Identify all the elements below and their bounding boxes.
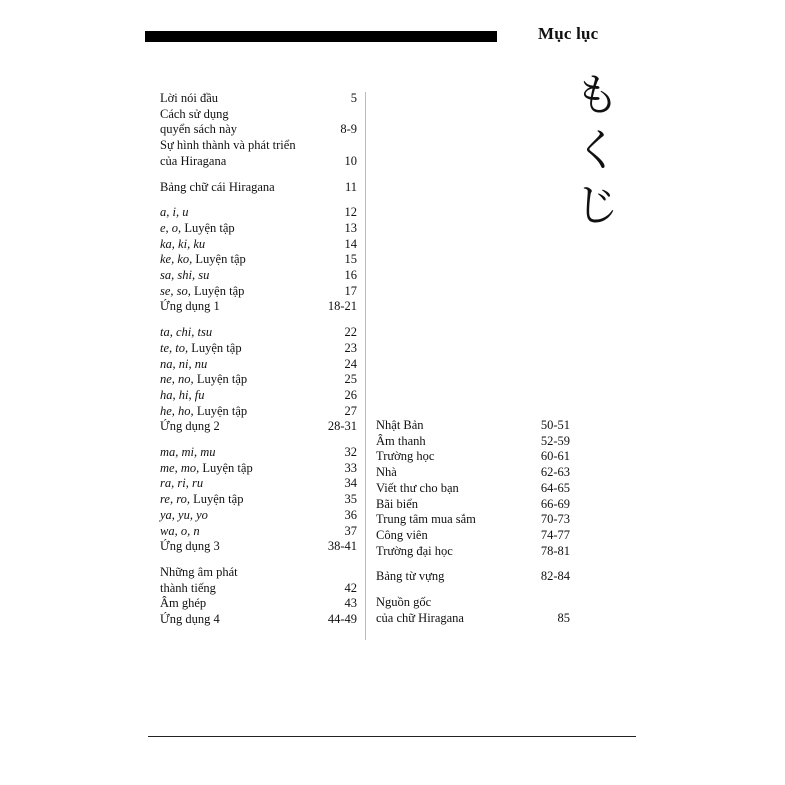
- toc-page-number: 14: [344, 236, 357, 251]
- toc-page-number: 17: [344, 283, 357, 298]
- practice-label: Luyện tập: [190, 283, 245, 298]
- toc-entry: [160, 419, 357, 435]
- toc-entry: [160, 524, 357, 540]
- toc-entry-title: Ứng dụng 2: [160, 419, 220, 434]
- toc-page-number: 52-59: [540, 433, 570, 448]
- romaji-syllables: a, i, u: [160, 205, 189, 220]
- group-spacer: [376, 585, 570, 595]
- toc-entry: [160, 445, 357, 461]
- toc-entry: [376, 512, 570, 528]
- toc-entry: [160, 612, 357, 628]
- toc-entry: [160, 539, 357, 555]
- toc-page-number: 34: [344, 476, 357, 491]
- toc-entry: [160, 357, 357, 373]
- romaji-syllables: me, mo,: [160, 460, 200, 475]
- toc-entry: [160, 372, 357, 388]
- toc-entry-title: [160, 388, 204, 404]
- toc-entry: [160, 91, 357, 107]
- page-title: Mục lục: [538, 24, 599, 43]
- toc-left-column: [160, 91, 357, 628]
- toc-entry-title: [160, 205, 188, 221]
- toc-page-number: 60-61: [540, 449, 570, 464]
- kana-mo: も: [575, 70, 619, 121]
- toc-entry-title: [160, 357, 207, 373]
- toc-entry: [160, 122, 357, 138]
- practice-label: Luyện tập: [199, 460, 253, 475]
- toc-entry: [160, 268, 357, 284]
- toc-entry: [160, 492, 357, 508]
- toc-entry-title: [160, 492, 243, 508]
- toc-entry-title: Âm thanh: [376, 433, 426, 448]
- romaji-syllables: ya, yu, yo: [160, 507, 208, 522]
- toc-entry: [160, 508, 357, 524]
- toc-entry: [376, 481, 570, 497]
- toc-entry: [376, 569, 570, 585]
- toc-entry-title: Ứng dụng 3: [160, 539, 220, 554]
- toc-page-number: 36: [344, 507, 357, 522]
- toc-page-number: 27: [344, 403, 357, 418]
- toc-entry: [376, 418, 570, 434]
- toc-page-number: 85: [557, 610, 570, 625]
- toc-page-number: 74-77: [540, 527, 570, 542]
- toc-entry: [376, 497, 570, 513]
- toc-page-number: 11: [344, 179, 357, 194]
- toc-entry-line: Nguồn gốc: [376, 595, 432, 610]
- toc-page-number: 25: [344, 372, 357, 387]
- toc-entry-title: quyển sách này: [160, 122, 238, 137]
- practice-label: Luyện tập: [193, 403, 248, 418]
- toc-entry: [160, 341, 357, 357]
- group-spacer: [160, 435, 357, 445]
- toc-entry: [160, 325, 357, 341]
- toc-entry-title: [160, 372, 247, 388]
- romaji-syllables: e, o,: [160, 220, 182, 235]
- romaji-syllables: sa, shi, su: [160, 268, 210, 283]
- toc-entry: [160, 154, 357, 170]
- toc-entry: [160, 205, 357, 221]
- toc-page-number: 18-21: [327, 299, 357, 314]
- romaji-syllables: ra, ri, ru: [160, 476, 204, 491]
- toc-page-number: 23: [344, 340, 357, 355]
- toc-entry-title: [160, 252, 246, 268]
- toc-entry-title: [160, 476, 203, 492]
- toc-entry: [160, 237, 357, 253]
- toc-page-number: 24: [344, 356, 357, 371]
- toc-entry-title: [160, 284, 244, 300]
- toc-entry-title: [160, 524, 200, 540]
- toc-page-number: 64-65: [540, 480, 570, 495]
- toc-entry: [160, 404, 357, 420]
- practice-label: Luyện tập: [189, 492, 244, 507]
- toc-entry: [160, 581, 357, 597]
- kana-ku: く: [575, 125, 619, 176]
- toc-entry: [376, 528, 570, 544]
- toc-page-number: 22: [344, 325, 357, 340]
- toc-page-number: 16: [344, 268, 357, 283]
- romaji-syllables: se, so,: [160, 283, 191, 298]
- toc-entry-title: Bãi biển: [376, 496, 419, 511]
- toc-entry-title: Ứng dụng 1: [160, 299, 220, 314]
- toc-entry: [376, 544, 570, 560]
- toc-entry: [160, 461, 357, 477]
- toc-entry-title: của Hiragana: [160, 153, 227, 168]
- toc-entry-title: Trung tâm mua sắm: [376, 512, 476, 527]
- toc-entry-line: Cách sử dụng: [160, 106, 229, 121]
- toc-entry-title: Nhà: [376, 465, 397, 480]
- romaji-syllables: ha, hi, fu: [160, 387, 205, 402]
- romaji-syllables: ta, chi, tsu: [160, 325, 213, 340]
- bottom-rule: [148, 736, 636, 737]
- toc-entry: [376, 434, 570, 450]
- toc-page-number: 15: [344, 252, 357, 267]
- romaji-syllables: ke, ko,: [160, 252, 193, 267]
- toc-entry-title: thành tiếng: [160, 580, 216, 595]
- toc-entry-title: Trường học: [376, 449, 435, 464]
- kana-ji: じ: [575, 180, 619, 231]
- romaji-syllables: wa, o, n: [160, 523, 200, 538]
- toc-entry: [160, 299, 357, 315]
- toc-entry: [160, 180, 357, 196]
- toc-page-number: 38-41: [327, 539, 357, 554]
- toc-entry-title: Bảng chữ cái Hiragana: [160, 179, 275, 194]
- toc-right-column: [376, 418, 570, 626]
- toc-entry-title: Ứng dụng 4: [160, 612, 220, 627]
- toc-entry-title: của chữ Hiragana: [376, 610, 464, 625]
- romaji-syllables: re, ro,: [160, 492, 190, 507]
- toc-entry-title: [160, 404, 247, 420]
- toc-page-number: 82-84: [540, 569, 570, 584]
- toc-entry-title: [160, 221, 235, 237]
- toc-entry-title: [160, 508, 208, 524]
- column-divider: [365, 92, 366, 640]
- toc-entry-title: Trường đại học: [376, 543, 453, 558]
- toc-page-number: 42: [344, 580, 357, 595]
- group-spacer: [376, 559, 570, 569]
- toc-page-number: 37: [344, 523, 357, 538]
- group-spacer: [160, 315, 357, 325]
- toc-entry-title: Viết thư cho bạn: [376, 480, 459, 495]
- practice-label: Luyện tập: [181, 220, 235, 235]
- toc-entry-title: Bảng từ vựng: [376, 569, 445, 584]
- toc-page-number: 62-63: [540, 465, 570, 480]
- toc-entry: [160, 476, 357, 492]
- toc-page-number: 12: [344, 205, 357, 220]
- toc-entry-title: [160, 445, 216, 461]
- mokuji-kana: [572, 68, 622, 233]
- toc-entry-title: [160, 268, 209, 284]
- toc-entry-title: Lời nói đầu: [160, 91, 218, 105]
- toc-entry-line: Sự hình thành và phát triển: [160, 138, 296, 153]
- toc-page-number: 26: [344, 387, 357, 402]
- toc-entry-title: [160, 237, 205, 253]
- toc-page-number: 8-9: [340, 122, 357, 137]
- toc-entry: [160, 221, 357, 237]
- toc-page-number: 5: [350, 91, 357, 105]
- toc-page-number: 43: [344, 596, 357, 611]
- toc-entry: [160, 596, 357, 612]
- toc-entry-title: [160, 461, 253, 477]
- toc-page-number: 33: [344, 460, 357, 475]
- header-bar: [145, 31, 497, 42]
- toc-entry: [160, 388, 357, 404]
- practice-label: Luyện tập: [188, 340, 242, 355]
- toc-entry-title: [160, 325, 212, 341]
- romaji-syllables: te, to,: [160, 340, 189, 355]
- toc-entry: [376, 611, 570, 627]
- toc-page-number: 44-49: [327, 612, 357, 627]
- toc-page-number: 70-73: [540, 512, 570, 527]
- romaji-syllables: ka, ki, ku: [160, 236, 206, 251]
- toc-entry: [376, 465, 570, 481]
- toc-page-number: 50-51: [540, 418, 570, 432]
- toc-page-number: 66-69: [540, 496, 570, 511]
- toc-page-number: 78-81: [540, 543, 570, 558]
- romaji-syllables: ma, mi, mu: [160, 445, 216, 460]
- toc-page-number: 28-31: [327, 419, 357, 434]
- toc-entry-line: Những âm phát: [160, 564, 238, 579]
- toc-entry: [376, 449, 570, 465]
- practice-label: Luyện tập: [193, 372, 248, 387]
- toc-entry-title: Nhật Bản: [376, 418, 424, 432]
- toc-entry: [160, 252, 357, 268]
- practice-label: Luyện tập: [192, 252, 246, 267]
- toc-entry-title: Công viên: [376, 527, 428, 542]
- toc-entry-title: Âm ghép: [160, 596, 207, 611]
- toc-page-number: 32: [344, 445, 357, 460]
- group-spacer: [160, 195, 357, 205]
- romaji-syllables: ne, no,: [160, 372, 194, 387]
- toc-page-number: 35: [344, 492, 357, 507]
- toc-entry: [160, 284, 357, 300]
- toc-entry-title: [160, 341, 242, 357]
- romaji-syllables: na, ni, nu: [160, 356, 208, 371]
- toc-page-number: 10: [344, 153, 357, 168]
- group-spacer: [160, 555, 357, 565]
- toc-page-number: 13: [344, 220, 357, 235]
- group-spacer: [160, 170, 357, 180]
- romaji-syllables: he, ho,: [160, 403, 194, 418]
